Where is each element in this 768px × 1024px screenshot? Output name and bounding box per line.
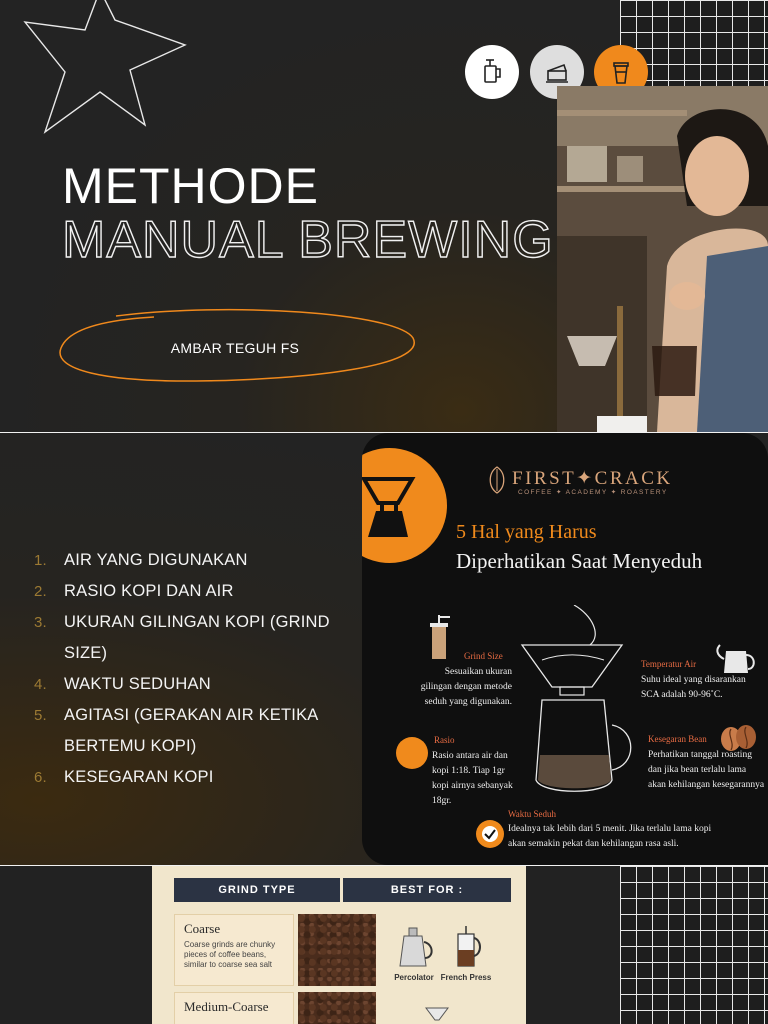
- coffee-press-icon: [465, 45, 519, 99]
- brewing-infographic: [362, 433, 768, 865]
- grind-row-coarse: [174, 914, 294, 986]
- brand-tagline: COFFEE ✦ ACADEMY ✦ ROASTERY: [518, 489, 668, 496]
- tool-label: Percolator: [394, 973, 434, 982]
- kettle-icon: [716, 641, 760, 677]
- grind-size-label: Grind Size: [464, 651, 503, 661]
- author-name: AMBAR TEGUH FS: [170, 340, 300, 356]
- brand-logo-icon: [486, 465, 508, 495]
- slide-title: [0, 0, 768, 432]
- brew-time-label: Waktu Seduh: [508, 809, 557, 819]
- tool-label: French Press: [440, 973, 492, 982]
- bean-freshness-label: Kesegaran Bean: [648, 734, 707, 744]
- page-subtitle: MANUAL BREWING: [62, 211, 554, 269]
- bean-freshness-text: Perhatikan tanggal roasting dan jika bean terlalu lama akan kehilangan kesegarannya: [648, 750, 765, 790]
- barista-photo: [557, 86, 768, 432]
- grind-title: Coarse: [184, 921, 221, 936]
- table-header-best-for: BEST FOR :: [343, 878, 511, 902]
- temperature-label: Temperatur Air: [641, 659, 697, 669]
- infographic-subheading: Diperhatikan Saat Menyeduh: [456, 549, 703, 573]
- ratio-text: Rasio antara air dan kopi 1:18. Tiap 1gr kopi airnya sebanyak 18gr.: [432, 751, 513, 806]
- grind-description: Coarse grinds are chunky pieces of coffee beans, similar to coarse sea salt: [184, 940, 276, 969]
- french-press-icon: [452, 924, 482, 970]
- list-item: 5. AGITASI (GERAKAN AIR KETIKA BERTEMU KOPI): [34, 706, 318, 755]
- chemex-icon: [424, 1006, 450, 1024]
- brew-time-text: Idealnya tak lebih dari 5 menit. Jika terlalu lama kopi akan semakin pekat dan kehilangan rasa asli.: [508, 824, 712, 849]
- list-item: 2. RASIO KOPI DAN AIR: [34, 582, 234, 600]
- table-header-grind-type: GRIND TYPE: [174, 878, 340, 902]
- factor-list: [34, 545, 354, 793]
- dripper-icon: [362, 471, 418, 541]
- ratio-pie-icon: [396, 737, 428, 769]
- list-item: 4. WAKTU SEDUHAN: [34, 675, 211, 693]
- v60-brewer-illustration: [512, 605, 642, 805]
- list-item: 6. KESEGARAN KOPI: [34, 768, 214, 786]
- temperature-text: Suhu ideal yang disarankan SCA adalah 90-96˚C.: [641, 675, 746, 700]
- ratio-label: Rasio: [434, 735, 455, 745]
- grinder-icon: [424, 613, 454, 663]
- grind-size-text: Sesuaikan ukuran gilingan dengan metode seduh yang digunakan.: [420, 667, 512, 707]
- list-item: 3. UKURAN GILINGAN KOPI (GRIND SIZE): [34, 613, 330, 662]
- page-title: METHODE: [62, 158, 319, 214]
- percolator-icon: [394, 924, 434, 970]
- star-outline-icon: [20, 0, 190, 140]
- grind-row-medium-coarse: [174, 992, 294, 1024]
- brand-name: FIRST✦CRACK: [512, 468, 673, 489]
- medium-coarse-grounds-image: [298, 992, 376, 1024]
- infographic-heading: 5 Hal yang Harus: [456, 521, 597, 543]
- grind-type-table: [152, 866, 526, 1024]
- check-icon: [476, 820, 504, 848]
- list-item: 1. AIR YANG DIGUNAKAN: [34, 551, 248, 569]
- grid-pattern-decoration: [620, 866, 768, 1024]
- coarse-grounds-image: [298, 914, 376, 986]
- grind-title: Medium-Coarse: [184, 999, 269, 1014]
